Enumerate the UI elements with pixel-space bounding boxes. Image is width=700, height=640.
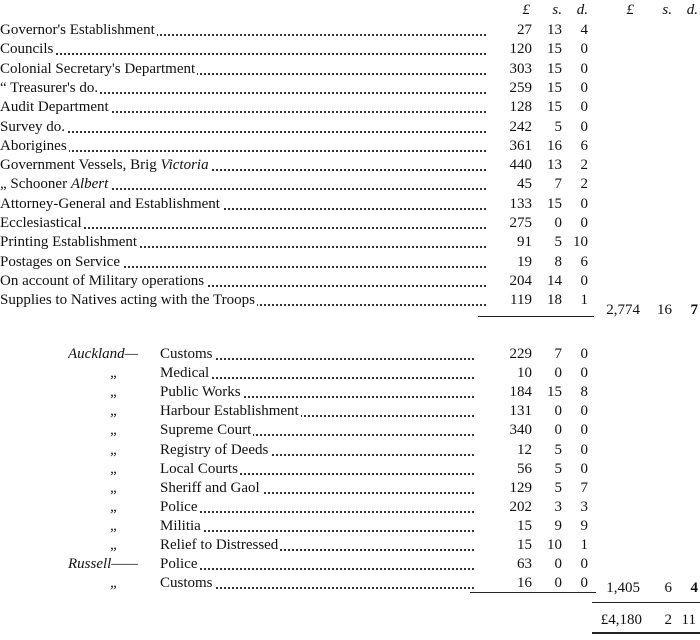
row-pounds: 15 [517,537,532,553]
row-pounds: 275 [509,215,532,231]
row-label-text: Customs [160,575,213,592]
ledger-row [0,440,700,460]
place-label: Russell—— [68,556,139,573]
row-pence: 4 [580,22,588,38]
row-pounds: 229 [509,346,532,362]
row-shillings: 0 [554,422,562,439]
leader-dots [0,53,486,55]
row-shillings: 16 [547,137,562,154]
grand-total-bottom-rule [592,632,700,634]
row-shillings: 15 [547,99,562,116]
row-shillings: 18 [547,292,562,309]
row-label [0,194,486,214]
row-label [0,117,486,137]
leader-dots [160,568,474,570]
row-label [160,401,474,421]
row-pounds: 12 [517,441,532,458]
row-label [0,59,486,79]
row-label [160,459,474,479]
subtotal-1-shillings: 16 [657,302,672,318]
row-shillings: 0 [554,365,562,382]
row-label-text: Government Vessels, Brig Victoria [0,157,209,174]
header-pence-right: d. [686,2,698,18]
ledger-row [0,232,700,252]
row-label [160,363,474,383]
row-pence: 8 [580,384,588,401]
row-pence: 7 [580,479,588,496]
row-shillings: 7 [554,346,562,362]
row-label-text: Survey do. [0,118,65,135]
row-label [160,516,474,536]
row-shillings: 3 [554,498,562,515]
header-pounds-left: £ [522,2,530,18]
row-label-text: On account of Military operations [0,272,205,289]
row-pounds: 119 [510,292,532,309]
section-2-subtotal [0,578,700,598]
row-label [0,252,486,272]
place-label: „ [110,422,119,439]
subtotal-1-pounds: 2,774 [606,302,640,318]
ledger-row [0,420,700,440]
subtotal-1-pence: 7 [690,302,698,318]
row-pence: 9 [580,517,588,534]
row-pounds: 204 [509,272,532,289]
row-shillings: 0 [554,403,562,420]
leader-dots [0,131,486,133]
ledger-row [0,344,700,364]
row-label-text: Postages on Service [0,253,120,270]
row-label [0,155,486,175]
row-label-text: Local Courts [160,460,238,477]
header-shillings-right: s. [662,2,672,18]
row-pence: 0 [580,365,588,382]
row-pence: 0 [580,99,588,116]
header-shillings-left: s. [552,2,562,18]
row-label-text: Colonial Secretary's Department [0,60,196,77]
row-pounds: 19 [517,253,532,270]
row-shillings: 13 [547,22,562,38]
row-shillings: 15 [547,41,562,58]
row-shillings: 5 [554,441,562,458]
row-pence: 0 [580,41,588,58]
row-pence: 0 [580,460,588,477]
subtotal-2-pence: 4 [690,580,698,596]
place-label: „ [110,479,119,496]
place-label: „ [110,403,119,420]
row-pounds: 440 [509,157,532,174]
row-label [160,535,474,555]
row-pounds: 340 [509,422,532,439]
row-pence: 0 [580,346,588,362]
ledger-row [0,155,700,175]
row-label [160,478,474,498]
row-pounds: 91 [517,234,532,251]
place-label: „ [110,537,119,553]
row-label-text: Customs [160,346,213,362]
row-pounds: 242 [509,118,532,135]
row-pence: 10 [573,234,588,251]
place-label: „ [110,384,119,401]
row-pence: 0 [580,272,588,289]
row-label-text: “ Treasurer's do. [0,79,99,96]
row-pounds: 361 [509,137,532,154]
row-label [0,97,486,117]
row-label [0,136,486,156]
row-shillings: 5 [554,234,562,251]
row-label-text: Militia [160,517,201,534]
row-pounds: 16 [517,575,532,592]
ledger-row [0,535,700,555]
row-label [160,382,474,402]
row-label [160,420,474,440]
row-shillings: 15 [547,384,562,401]
ledger-row [0,20,700,40]
row-label [0,232,486,252]
ledger-row [0,174,700,194]
ledger-row [0,401,700,421]
row-label [160,554,474,574]
grand-total-top-rule [592,602,700,603]
row-pounds: 56 [517,460,532,477]
row-label-text: Aborigines [0,137,67,154]
row-pounds: 128 [509,99,532,116]
row-label [160,497,474,517]
row-shillings: 15 [547,79,562,96]
leader-dots [160,511,474,513]
row-label-text: Printing Establishment [0,234,138,251]
row-pence: 0 [580,215,588,231]
row-label-text: Harbour Establishment [160,403,299,420]
row-shillings: 15 [547,60,562,77]
ledger-row [0,59,700,79]
row-pence: 3 [580,498,588,515]
row-label [160,344,474,364]
row-shillings: 8 [554,253,562,270]
row-pounds: 202 [509,498,532,515]
ledger-row [0,117,700,137]
row-label-text: Attorney-General and Establishment [0,195,220,212]
ledger-row [0,497,700,517]
row-label-text: Supreme Court [160,422,252,439]
row-shillings: 5 [554,460,562,477]
ledger-row [0,271,700,291]
row-label [0,39,486,59]
header-pounds-right: £ [626,2,634,18]
ledger-row [0,516,700,536]
ledger-row [0,39,700,59]
place-label: „ [110,365,119,382]
row-pounds: 303 [509,60,532,77]
row-pounds: 15 [517,517,532,534]
row-pounds: 120 [509,41,532,58]
row-pence: 0 [580,118,588,135]
row-label-text: Ecclesiastical [0,215,82,231]
row-label-text: Medical [160,365,210,382]
header-pence-left: d. [576,2,588,18]
ledger-row [0,194,700,214]
row-label [0,20,486,40]
row-pence: 1 [580,537,588,553]
grand-total-pence: 11 [681,612,696,628]
row-pounds: 184 [509,384,532,401]
row-shillings: 5 [554,479,562,496]
row-label-text: Sheriff and Gaol [160,479,260,496]
subtotal-2-pounds: 1,405 [606,580,640,596]
row-pounds: 45 [517,176,532,193]
row-label [0,213,486,233]
row-shillings: 0 [554,575,562,592]
leader-dots [0,150,486,152]
row-shillings: 9 [554,517,562,534]
row-pence: 6 [580,253,588,270]
row-pence: 0 [580,422,588,439]
row-pence: 0 [580,195,588,212]
row-label-text: Registry of Deeds [160,441,269,458]
place-label: Auckland— [68,346,138,362]
row-pence: 2 [580,176,588,193]
row-pence: 0 [580,403,588,420]
row-shillings: 14 [547,272,562,289]
row-pence: 0 [580,79,588,96]
row-pounds: 10 [517,365,532,382]
row-label-text: Audit Department [0,99,109,116]
row-pence: 1 [580,292,588,309]
place-label: „ [110,498,119,515]
row-pence: 0 [580,575,588,592]
row-pounds: 63 [517,556,532,573]
row-pence: 2 [580,157,588,174]
ledger-row [0,78,700,98]
ledger-row [0,478,700,498]
row-label [0,174,486,194]
row-pence: 0 [580,556,588,573]
ledger-row [0,97,700,117]
row-label-text: Governor's Establishment [0,22,155,38]
place-label: „ [110,441,119,458]
ledger-row [0,554,700,574]
row-shillings: 7 [554,176,562,193]
row-label-text: Police [160,498,198,515]
row-label-text: Supplies to Natives acting with the Troops [0,292,255,309]
row-label [160,440,474,460]
row-pence: 6 [580,137,588,154]
place-label: „ [110,575,119,592]
row-pounds: 133 [509,195,532,212]
row-shillings: 10 [547,537,562,553]
ledger-row [0,213,700,233]
ledger-row [0,252,700,272]
row-shillings: 15 [547,195,562,212]
row-label-text: Councils [0,41,54,58]
row-shillings: 0 [554,215,562,231]
ledger-row [0,136,700,156]
place-label: „ [110,460,119,477]
ledger-row [0,382,700,402]
row-pounds: 131 [509,403,532,420]
row-label-text: „ Schooner Albert [0,176,109,193]
row-shillings: 0 [554,556,562,573]
row-pounds: 129 [509,479,532,496]
row-shillings: 13 [547,157,562,174]
ledger-row [0,459,700,479]
row-label [0,271,486,291]
row-label [0,78,486,98]
ledger-row [0,363,700,383]
row-pounds: 259 [509,79,532,96]
row-label-text: Public Works [160,384,241,401]
subtotal-2-shillings: 6 [664,580,672,596]
grand-total-pounds: £4,180 [600,612,642,628]
row-pounds: 27 [517,22,532,38]
row-pence: 0 [580,441,588,458]
row-pence: 0 [580,60,588,77]
row-label-text: Police [160,556,198,573]
grand-total [0,610,700,630]
leader-dots [160,530,474,532]
row-shillings: 5 [554,118,562,135]
place-label: „ [110,517,119,534]
grand-total-shillings: 2 [664,612,672,628]
row-label-text: Relief to Distressed [160,537,279,553]
